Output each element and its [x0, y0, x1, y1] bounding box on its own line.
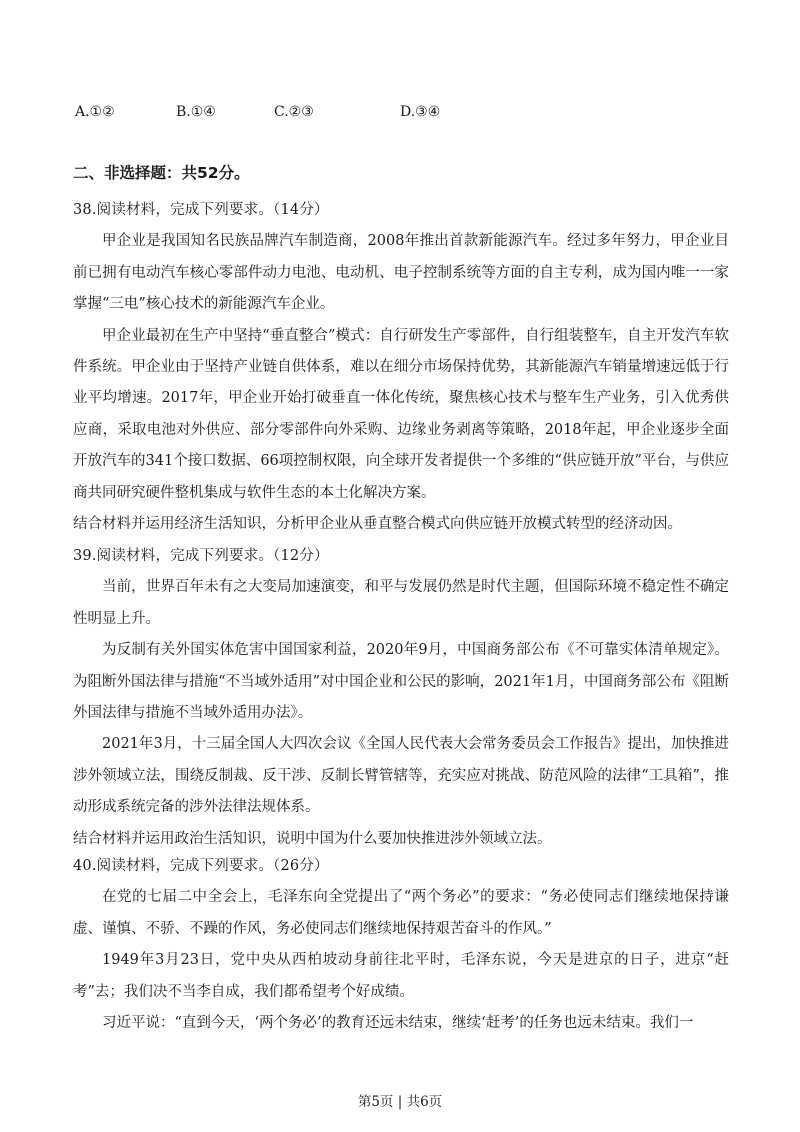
- question-40-heading: 40.阅读材料，完成下列要求。（26分）: [73, 858, 329, 874]
- question-38-paragraph-1: 甲企业是我国知名民族品牌汽车制造商，2008年推出首款新能源汽车。经过多年努力，甲企业目前已拥有电动汽车核心零部件动力电池、电动机、电子控制系统等方面的自主专利，成为国内唯一一家掌握“三电”核心技术的新能源汽车企业。: [73, 233, 729, 313]
- question-40-paragraph-2: 1949年3月23日，党中央从西柏坡动身前往北平时，毛泽东说，今天是进京的日子，进京“赶考”去；我们决不当李自成，我们都希望考个好成绩。: [73, 952, 729, 1000]
- question-38-heading: 38.阅读材料，完成下列要求。（14分）: [73, 202, 329, 218]
- question-39-heading: 39.阅读材料，完成下列要求。（12分）: [73, 548, 329, 564]
- option-d: D.③④: [400, 104, 441, 120]
- question-39-paragraph-3: 2021年3月，十三届全国人大四次会议《全国人民代表大会常务委员会工作报告》提出，加快推进涉外领域立法，围绕反制裁、反干涉、反制长臂管辖等，充实应对挑战、防范风险的法律“工具箱”，推动形成系统完备的涉外法律法规体系。: [73, 736, 729, 816]
- question-39-paragraph-2: 为反制有关外国实体危害中国国家利益，2020年9月，中国商务部公布《不可靠实体清单规定》。为阻断外国法律与措施“不当域外适用”对中国企业和公民的影响，2021年1月，中国商务部公布《阻断外国法律与措施不当域外适用办法》。: [73, 642, 729, 722]
- option-b: B.①④: [176, 104, 216, 120]
- question-39: [73, 541, 729, 855]
- question-38-task: 结合材料并运用经济生活知识，分析甲企业从垂直整合模式向供应链开放模式转型的经济动因。: [73, 516, 682, 533]
- question-40-paragraph-3: 习近平说：“直到今天，‘两个务必’的教育还远未结束，继续‘赶考’的任务也远未结束。我们一: [102, 1015, 694, 1032]
- question-40: [73, 851, 729, 1039]
- option-a: A.①②: [75, 104, 115, 120]
- question-38: [73, 195, 729, 540]
- question-39-paragraph-1: 当前，世界百年未有之大变局加速演变，和平与发展仍然是时代主题，但国际环境不稳定性不确定性明显上升。: [73, 579, 729, 627]
- question-38-paragraph-2: 甲企业最初在生产中坚持“垂直整合”模式：自行研发生产零部件，自行组装整车，自主开发汽车软件系统。甲企业由于坚持产业链自供体系，难以在细分市场保持优势，其新能源汽车销量增速远低于行业平均增速。2017年，甲企业开始打破垂直一体化传统，聚焦核心技术与整车生产业务，引入优秀供应商，采取电池对外供应、部分零部件向外采购、边缘业务剥离等策略，2018年起，甲企业逐步全面开放汽车的341个接口数据、66项控制权限，向全球开发者提供一个多维的“供应链开放”平台，与供应商共同研究硬件整机集成与软件生态的本土化解决方案。: [73, 327, 729, 501]
- question-39-task: 结合材料并运用政治生活知识，说明中国为什么要加快推进涉外领域立法。: [73, 830, 552, 847]
- question-40-paragraph-1: 在党的七届二中全会上，毛泽东向全党提出了“两个务必”的要求：“务必使同志们继续地保持谦虚、谨慎、不骄、不躁的作风，务必使同志们继续地保持艰苦奋斗的作风。”: [73, 889, 729, 937]
- answer-options: [75, 101, 555, 123]
- section-heading: 二、非选择题：共52分。: [73, 164, 250, 182]
- page-footer: 第5页 | 共6页: [357, 1094, 443, 1110]
- option-c: C.②③: [274, 104, 314, 120]
